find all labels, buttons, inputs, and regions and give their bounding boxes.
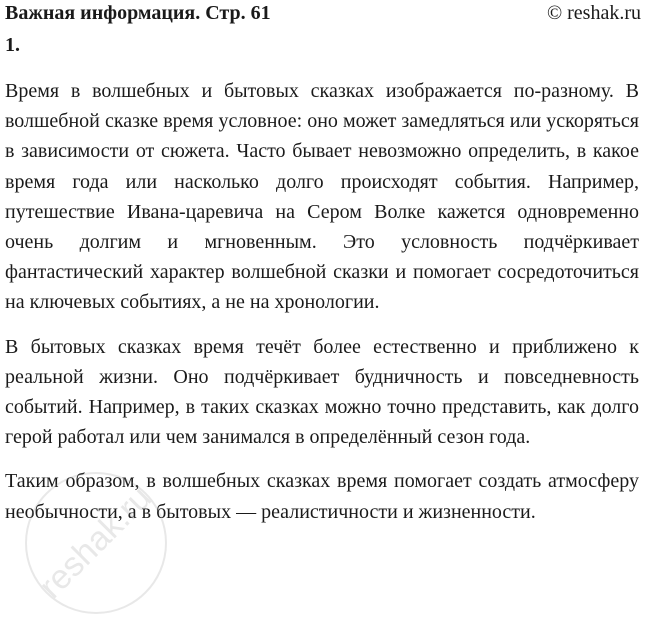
page-header (5, 0, 641, 30)
site-credit: © reshak.ru (546, 2, 641, 24)
paragraph-1: Время в волшебных и бытовых сказках изображается по-разному. В волшебной сказке время условное: оно может замедляться или ускоряться в зависимости от сюжета. Часто бывает невозможно определить, в какое время года или насколько долго происходят события. Например, путешествие Ивана-царевича на Сером Волке кажется одновременно очень долгим и мгновенным. Это условность подчёркивает фантастический характер волшебной сказки и помогает сосредоточиться на ключевых событиях, а не на хронологии. (5, 80, 639, 314)
answer-text (5, 76, 639, 541)
page-title: Важная информация. Стр. 61 (5, 2, 271, 24)
task-number: 1. (5, 34, 20, 56)
paragraph-2: В бытовых сказках время течёт более естественно и приближено к реальной жизни. Оно подчёркивает будничность и повседневность событий. Например, в таких сказках можно точно представить, как долго герой работал или чем занимался в определённый сезон года. (5, 335, 639, 449)
svg-text:reshak.ru: reshak.ru (31, 478, 159, 606)
paragraph-3: Таким образом, в волшебных сказках время помогает создать атмосферу необычности, а в бытовых — реалистичности и жизненности. (5, 470, 639, 523)
